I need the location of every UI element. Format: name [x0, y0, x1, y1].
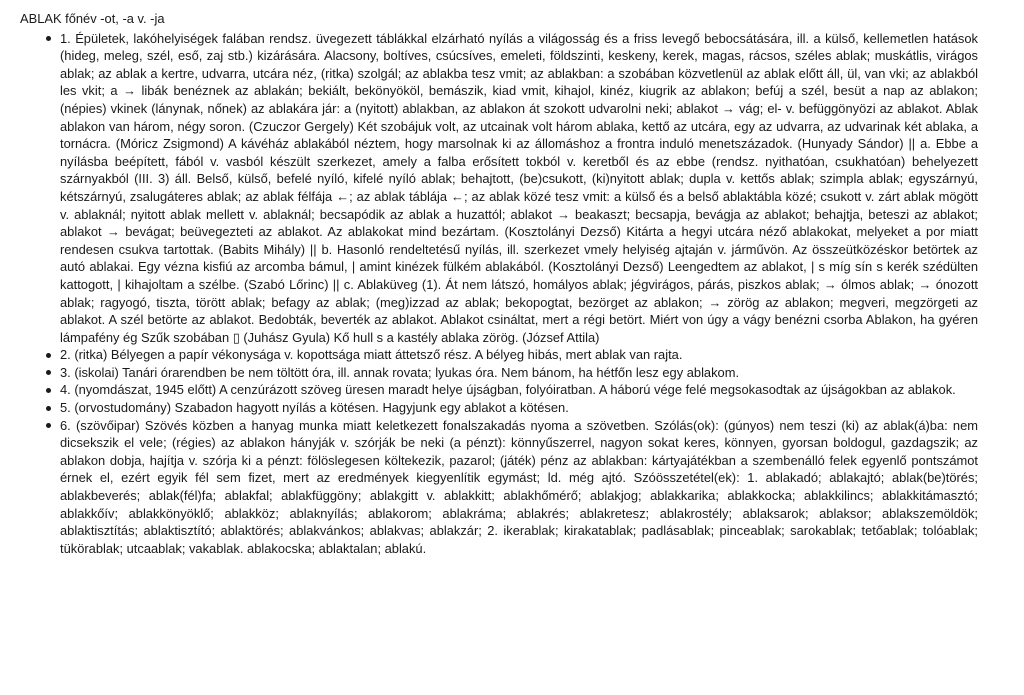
- sense-item: 6. (szövőipar) Szövés közben a hanyag munka miatt keletkezett fonalszakadás nyoma a szövetben. Szólás(ok): (gúnyos) nem teszi (ki) az ablak(á)ba: nem dicsekszik el vele; (régies) az ablakon hányják v. szórják be neki (a pénzt): könnyűszerrel, nagyon sokat keres, könnyen, gyorsan boldogul, gazdagszik; az ablakon dobja, hajítja v. szórja ki a pénzt: fölöslegesen költekezik, pazarol; (játék) pénz az ablakban: kártyajátékban a szembenálló felek egyenlő pontszámot érnek el, ezért egyik fél sem fizet, mert az eredmények kiegyenlítik egymást; ld. még ajtó. Szóösszetétel(ek): 1. ablakadó; ablakajtó; ablak(be)törés; ablakbeverés; ablak(fél)fa; ablakfal; ablakfüggöny; ablakgitt v. ablakkitt; ablakhőmérő; ablakjog; ablakkarika; ablakkocka; ablakkilincs; ablakkitámasztó; ablakkőív; ablakkönyöklő; ablakköz; ablaknyílás; ablakorom; ablakráma; ablakrés; ablakretesz; ablakrostély; ablaksarok; ablaksor; ablakszemöldök; ablaktisztítás; ablaktisztító; ablaktörés; ablakvánkos; ablakvas; ablakzár; 2. ikerablak; kirakatablak; padlásablak; pinceablak; sarokablak; tetőablak; tolóablak; tükörablak; utcaablak; vakablak. ablakocska; ablaktalan; ablakú.: [60, 417, 978, 556]
- sense-item: 2. (ritka) Bélyegen a papír vékonysága v. kopottsága miatt áttetsző rész. A bélyeg hibás, mert ablak van rajta.: [60, 346, 978, 364]
- sense-item: 3. (iskolai) Tanári órarendben be nem töltött óra, ill. annak rovata; lyukas óra. Nem bánom, ha hétfőn lesz egy ablakom.: [60, 364, 978, 382]
- headword: ABLAK főnév -ot, -a v. -ja: [20, 11, 165, 26]
- sense-item: 1. Épületek, lakóhelyiségek falában rendsz. üvegezett táblákkal elzárható nyílás a világosság és a friss levegő bebocsátására, ill. a külső, kellemetlen hatások (hideg, meleg, szél, eső, zaj stb.) kizárására. Alacsony, boltíves, csúcsíves, emeleti, földszinti, keskeny, kerek, magas, rácsos, széles ablak; muskátlis, virágos ablak; az ablak a kertre, udvarra, utcára néz, (ritka) szolgál; az ablakba tesz vmit; az ablakban: a szobában közvetlenül az ablak előtt áll, ül, van vki; az ablakból les vkit; a → libák benéznek az ablakán; bekiált, bekönyököl, bemászik, kiad vmit, kihajol, kinéz, kiugrik az ablakon; befúj a szél, besüt a nap az ablakon; (népies) vkinek (lánynak, nőnek) az ablakára jár: a (nyitott) ablakban, az ablakon át szokott udvarolni neki; ablakot → vág; el- v. befüggönyözi az ablakot. Ablak ablakon van három, négy soron. (Czuczor Gergely) Két szobájuk volt, az utcainak volt három ablaka, kettő az utcára, egy az udvarra, az udvarinak két ablaka, a tornácra. (Móricz Zsigmond) A kávéház ablakából néztem, hogy marsolnak ki az állomáshoz a frontra induló menetszázadok. (Hunyady Sándor) || a. Ebbe a nyílásba beépített, fából v. vasból készült szerkezet, amely a falba erősített tokból v. keretből és az ebbe (rendsz. nyithatóan, csukhatóan) behelyezett szárnyakból (III. 3) áll. Belső, külső, befelé nyíló, kifelé nyíló ablak; behajtott, (be)csukott, (ki)nyitott ablak; dupla v. kettős ablak; szimpla ablak; egyszárnyú, kétszárnyú, zsalugáteres ablak; az ablak félfája ←; az ablak táblája ←; az ablak közé tesz vmit: a külső és a belső ablaktábla közé; csukott v. zárt ablak mögött v. ablaknál; nyitott ablak mellett v. ablaknál; becsapódik az ablak a huzattól; ablakot → beakaszt; becsapja, bevágja az ablakot; behajtja, beteszi az ablakot; ablakot → bevágat; beüvegezteti az ablakot. Az ablakokat mind bezártam. (Kosztolányi Dezső) Kitárta a hegyi utcára néző ablakokat, melyeket a por miatt rendesen csukva tartottak. (Babits Mihály) || b. Hasonló rendeltetésű nyílás, ill. szerkezet vmely helyiség ajtaján v. járművön. Az összeütközéskor betörtek az autó ablakai. Egy vézna kisfiú az arcomba bámul, | amint kinézek fülkém ablakából. (Kosztolányi Dezső) Leengedtem az ablakot, | s míg sín s kerék szédülten kattogott, | kihajoltam a szélbe. (Szabó Lőrinc) || c. Ablaküveg (1). Át nem látszó, homályos ablak; jégvirágos, párás, piszkos ablak; → ólmos ablak; → ónozott ablak; ragyogó, tiszta, törött ablak; befagy az ablak; (meg)izzad az ablak; bekopogtat, bezörget az ablakon; → zörög az ablakon; megveri, megzörgeti az ablakot. A szél betörte az ablakot. Bedobták, beverték az ablakot. Ablakot csináltat, mert a régi betört. Miért von úgy a vágy benézni csorba Ablakon, ha gyéren lámpafény ég Szűk szobában ▯ (Juhász Gyula) Kő hull s a kastély ablaka zörög. (József Attila): [60, 30, 978, 345]
- sense-item: 5. (orvostudomány) Szabadon hagyott nyílás a kötésen. Hagyjunk egy ablakot a kötésen.: [60, 399, 978, 417]
- sense-list: [20, 30, 978, 558]
- sense-item: 4. (nyomdászat, 1945 előtt) A cenzúrázott szöveg üresen maradt helye újságban, folyóiratban. A háború vége felé megsokasodtak az újságokban az ablakok.: [60, 381, 978, 399]
